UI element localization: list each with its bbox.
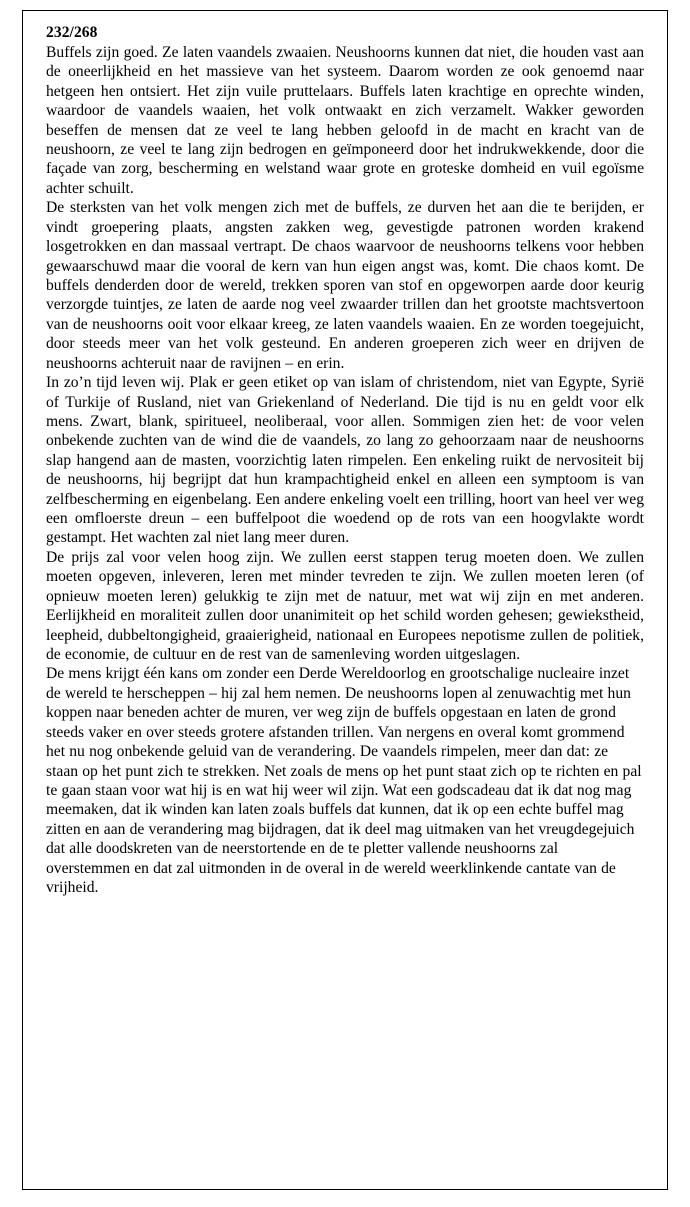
paragraph: De prijs zal voor velen hoog zijn. We zullen eerst stappen terug moeten doen. We zullen moeten opgeven, inleveren, leren met minder tevreden te zijn. We zullen moeten leren (of opnieuw moeten leren) gelukkig te zijn met de natuur, met wat wij zijn en met anderen. Eerlijkheid en moraliteit zullen door unanimiteit op het schild worden gehesen; gewiekstheid, leepheid, dubbeltongigheid, graaierigheid, nationaal en Europees nepotisme zullen de politiek, de economie, de cultuur en de rest van de samenleving worden uitgeslagen. <box>46 548 644 663</box>
paragraph: De sterksten van het volk mengen zich met de buffels, ze durven het aan die te berijden, er vindt groepering plaats, angsten zakken weg, gevestigde patronen worden krakend losgetrokken en dan massaal vertrapt. De chaos waarvoor de neushoorns telkens voor hebben gewaarschuwd maar die vooral de kern van hun eigen angst was, komt. Die chaos komt. De buffels denderden door de wereld, trekken sporen van stof en opgeworpen aarde door keurig verzorgde tuintjes, ze laten de aarde nog veel zwaarder trillen dan het grootste machtsvertoon van de neushoorns ooit voor elkaar kreeg, ze laten vaandels waaien. En ze worden toegejuicht, door steeds meer van het volk gesteund. En anderen groeperen zich weer en drijven de neushoorns achteruit naar de ravijnen – en erin. <box>46 199 644 372</box>
page-frame <box>22 10 668 1190</box>
paragraph: De mens krijgt één kans om zonder een Derde Wereldoorlog en grootschalige nucleaire inzet de wereld te herscheppen – hij zal hem nemen. De neushoorns lopen al zenuwachtig met hun koppen naar beneden achter de muren, ver weg zijn de buffels opgestaan en laten de grond steeds vaker en over steeds grotere afstanden trillen. Van nergens en overal komt grommend het nu nog onbekende geluid van de verandering. De vaandels rimpelen, meer dan dat: ze staan op het punt zich te strekken. Net zoals de mens op het punt staat zich op te richten en pal te gaan staan voor wat hij is en wat hij weer wil zijn. Wat een godscadeau dat ik dat nog mag meemaken, dat ik winden kan laten zoals buffels dat kunnen, dat ik op een echte buffel mag zitten en aan de verandering mag bijdragen, dat ik deel mag uitmaken van het vreugdegejuich dat alle doodskreten van de neerstortende en de te pletter vallende neushoorns zal overstemmen en dat zal uitmonden in de overal in de wereld weerklinkende cantate van de vrijheid. <box>46 665 642 897</box>
page-number: 232/268 <box>46 24 98 41</box>
paragraph: Buffels zijn goed. Ze laten vaandels zwaaien. Neushoorns kunnen dat niet, die houden vast aan de oneerlijkheid en het massieve van het systeem. Daarom worden ze ook genoemd naar hetgeen hen ontsiert. Het zijn vuile pruttelaars. Buffels laten krachtige en oprechte winden, waardoor de vaandels waaien, het volk ontwaakt en zich verzamelt. Wakker geworden beseffen de mensen dat ze veel te lang hebben geloofd in de macht en kracht van de neushoorn, ze veel te lang zijn bedrogen en geïmponeerd door het indrukwekkende, door die façade van zorg, bescherming en welstand waar grote en groteske domheid en vuil egoïsme achter schuilt. <box>46 43 644 197</box>
page-content-area <box>23 11 667 897</box>
body-text <box>46 43 644 898</box>
paragraph: In zo’n tijd leven wij. Plak er geen etiket op van islam of christendom, niet van Egypte, Syrië of Turkije of Rusland, niet van Griekenland of Nederland. Die tijd is nu en geldt voor elk mens. Zwart, blank, spiritueel, neoliberaal, voor allen. Sommigen zien het: de voor velen onbekende zuchten van de wind die de vaandels, zo lang zo gehoorzaam naar de neushoorns slap hangend aan de masten, voorzichtig laten rimpelen. Een enkeling ruikt de nervositeit bij de neushoorns, hij begrijpt dat hun krampachtigheid enkel en alleen een symptoom is van zelfbescherming en eigenbelang. Een andere enkeling voelt een trilling, hoort van heel ver weg een omfloerste dreun – een buffelpoot die woedend op de rots van een hoogvlakte wordt gestampt. Het wachten zal niet lang meer duren. <box>46 374 644 547</box>
